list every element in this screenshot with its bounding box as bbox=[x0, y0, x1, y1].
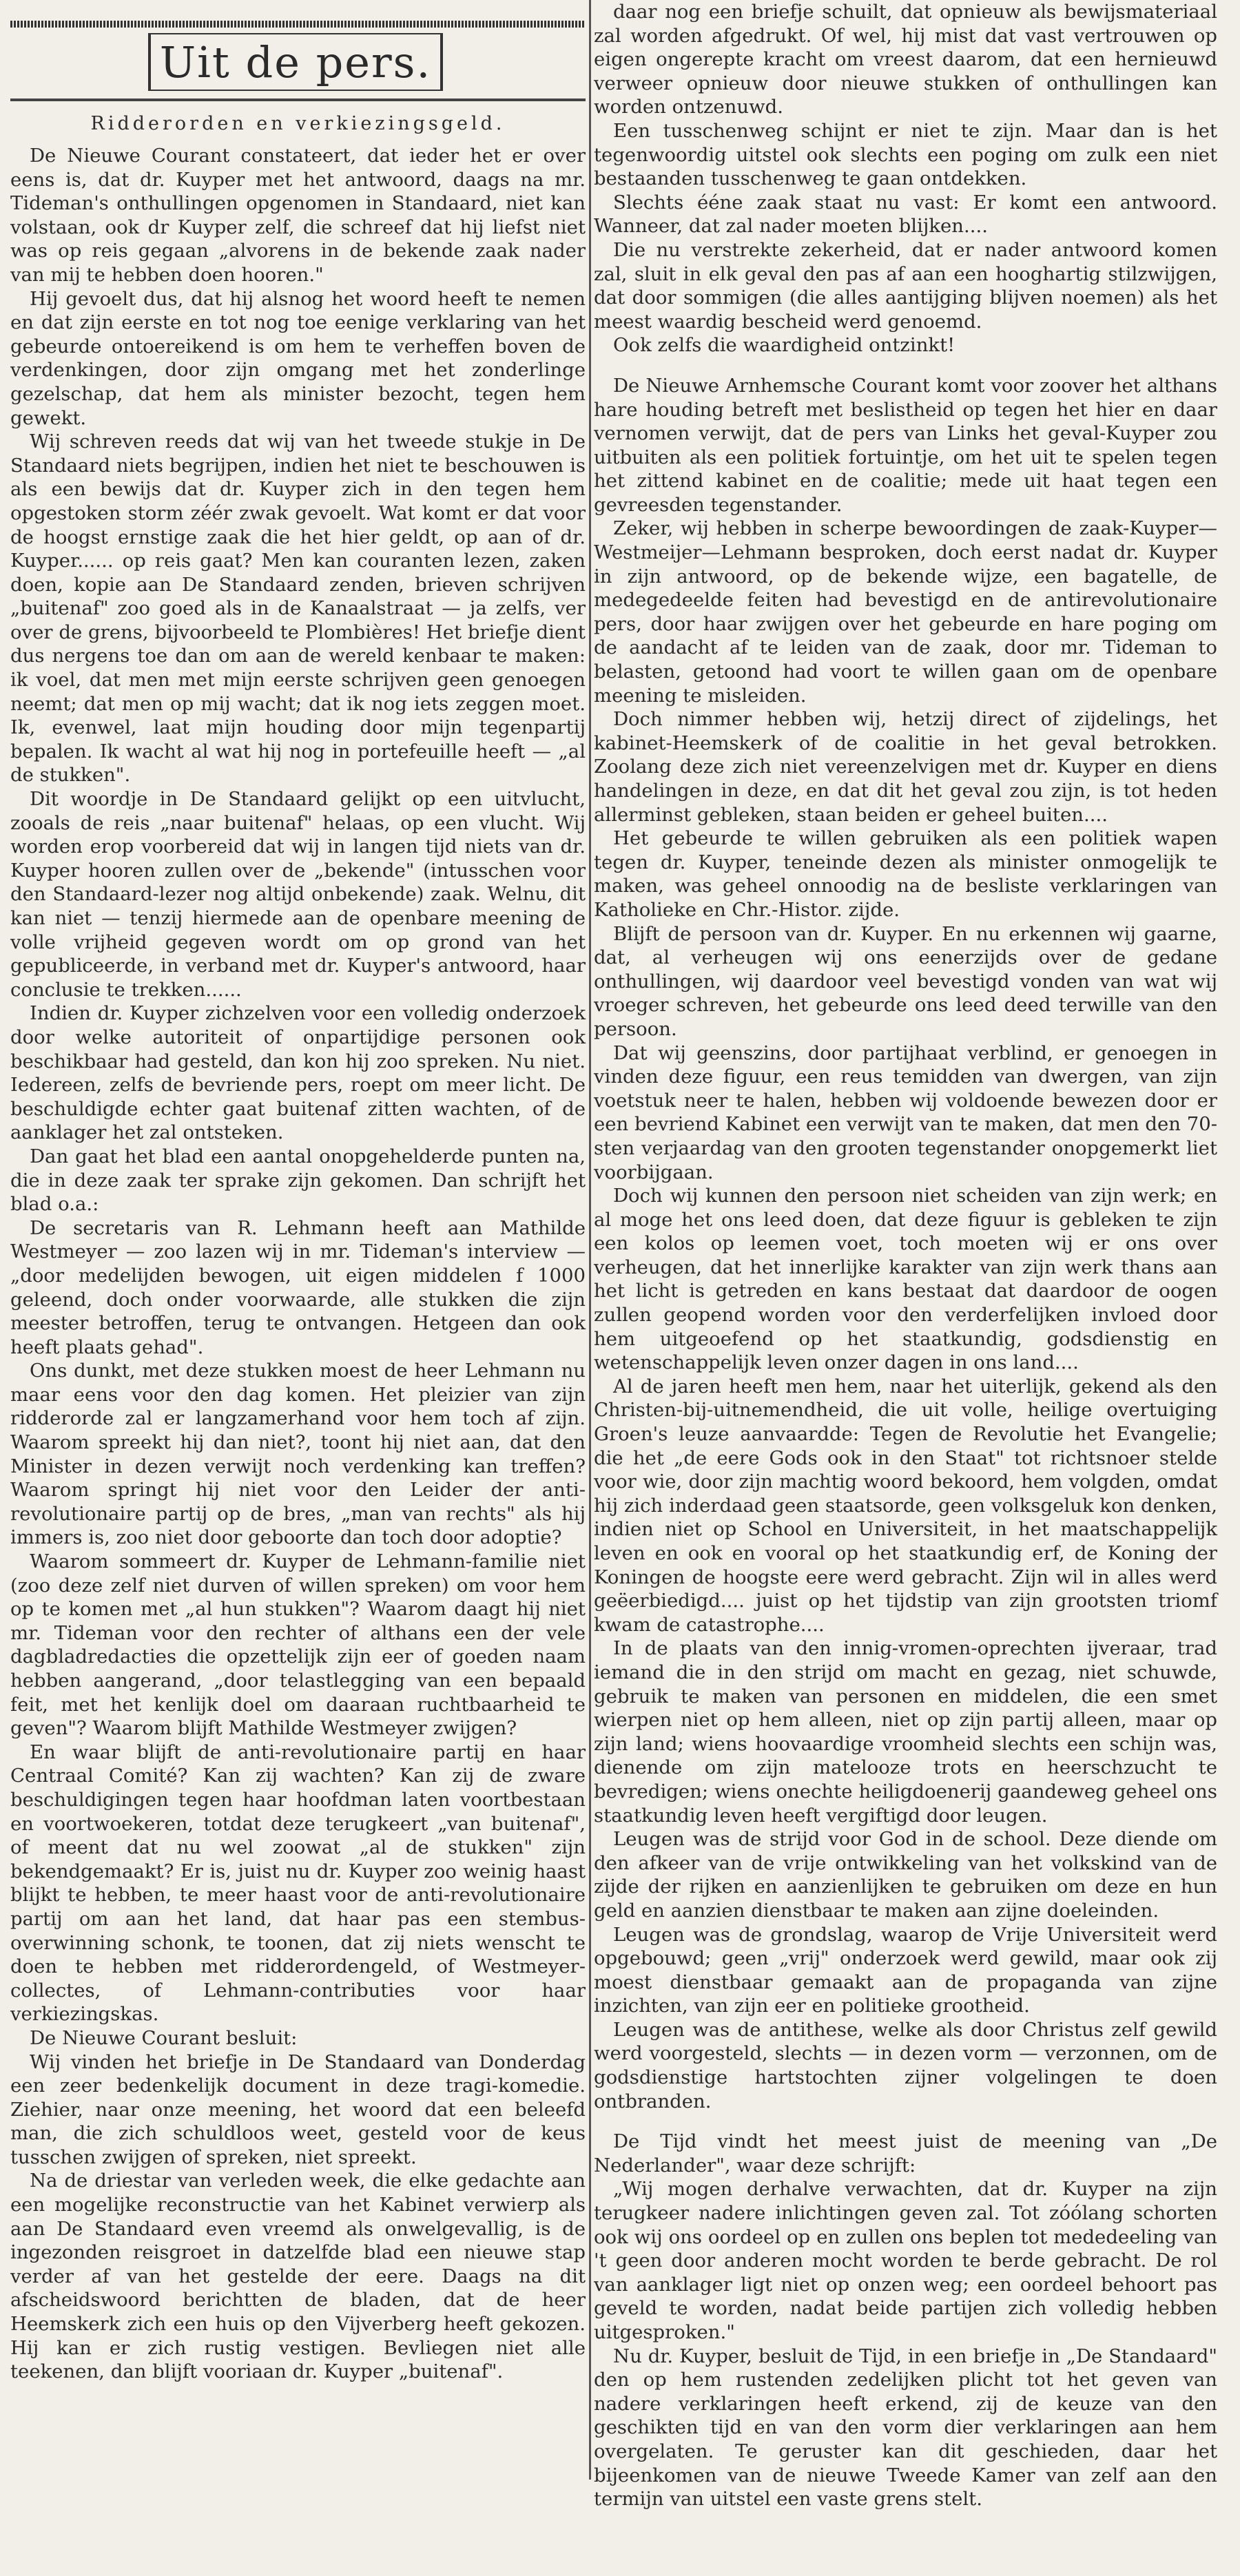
paragraph: Blijft de persoon van dr. Kuyper. En nu erkennen wij gaarne, dat, al verheugen wij ons eenerzijds over de gedane onthullingen, wij daardoor veel bevestigd vonden van wat wij vroeger schreven, het gebeurde ons leed deed terwille van den persoon. bbox=[594, 922, 1217, 1040]
paragraph: Die nu verstrekte zekerheid, dat er nader antwoord komen zal, sluit in elk geval den pas af aan een hooghartig stilzwijgen, dat door sommigen (die alles aantijging blijven noemen) als het meest waardig bescheid werd genoemd. bbox=[594, 238, 1217, 333]
paragraph: Nu dr. Kuyper, besluit de Tijd, in een briefje in „De Standaard" den op hem rustenden zedelijken plicht tot het geven van nadere verklaringen heeft erkend, zij de keuze van den geschikten tijd en van den vorm dier verklaringen aan hem overgelaten. Te geruster kan dit geschieden, daar het bijeenkomen van de nieuwe Tweede Kamer van zelf aan den termijn van uitstel een vaste grens stelt. bbox=[594, 2345, 1217, 2511]
paragraph: De secretaris van R. Lehmann heeft aan Mathilde Westmeyer — zoo lazen wij in mr. Tideman's interview — „door medelijden bewogen, uit eigen middelen f 1000 geleend, doch onder voorwaarde, alle stukken die zijn meester betroffen, terug te ontvangen. Hetgeen dan ook heeft plaats gehad". bbox=[10, 1216, 586, 1358]
right-paragraphs-b bbox=[594, 374, 1217, 2113]
paragraph: Na de driestar van verleden week, die elke gedachte aan een mogelijke reconstructie van het Kabinet verwierp als aan De Standaard even vreemd als onwelgevallig, is de ingezonden reisgroet in datzelfde blad een nieuwe stap verder af van het gestelde der eere. Daags na dit afscheidswoord berichtten de bladen, dat de heer Heemskerk zich een huis op den Vijverberg heeft gekozen. Hij kan er zich rustig vestigen. Bevliegen niet alle teekenen, dan blijft vooriaan dr. Kuyper „buitenaf". bbox=[10, 2170, 586, 2383]
paragraph: Ook zelfs die waardigheid ontzinkt! bbox=[613, 334, 955, 357]
paragraph: De Nieuwe Courant besluit: bbox=[30, 2026, 298, 2049]
paragraph: Al de jaren heeft men hem, naar het uiterlijk, gekend als den Christen-bij-uitnemendheid, die uit volle, heilige overtuiging Groen's leuze aanvaardde: Tegen de Revolutie het Evangelie; die het „de eere Gods ook in den Staat" tot richtsnoer stelde voor wie, door zijn machtig woord bekoord, hem volgden, omdat hij zich inderdaad geen staatsorde, geen volksgeluk kon denken, indien niet op School en Universiteit, in het maatschappelijk leven en ook en vooral op het staatkundig erf, de Koning der Koningen de hoogste eere werd gebracht. Zijn wil in alles werd geëerbiedigd.... juist op het tijdstip van zijn grootsten triomf kwam de catastrophe.... bbox=[594, 1375, 1217, 1636]
column-title: Uit de pers. bbox=[159, 37, 432, 87]
right-paragraphs-a bbox=[594, 0, 1217, 357]
column-divider bbox=[589, 0, 591, 2480]
paragraph: Doch nimmer hebben wij, hetzij direct of zijdelings, het kabinet-Heemskerk of de coalitie in het geval betrokken. Zoolang deze zich niet vereenzelvigen met dr. Kuyper en diens handelingen in deze, en dat dit het geval zou zijn, is tot heden allerminst gebleken, staan beiden er geheel buiten.... bbox=[594, 708, 1217, 826]
section-break bbox=[594, 357, 1217, 374]
paragraph: Dit woordje in De Standaard gelijkt op een uitvlucht, zooals de reis „naar buitenaf" helaas, op een vlucht. Wij worden erop voorbereid dat wij in langen tijd niets van dr. Kuyper hooren zullen over de „bekende" (intusschen voor den Standaard-lezer nog altijd onbekende) zaak. Welnu, dit kan niet — tenzij hiermede aan de openbare meening de volle vrijheid gegeven wordt om op grond van het gepubliceerde, in verband met dr. Kuyper's antwoord, haar conclusie te trekken...... bbox=[10, 788, 586, 1001]
paragraph: Een tusschenweg schijnt er niet te zijn. Maar dan is het tegenwoordig uitstel ook slechts een poging om zulk een niet bestaanden tusschenweg te gaan ontdekken. bbox=[594, 119, 1217, 190]
left-column bbox=[10, 110, 586, 2452]
paragraph: De Nieuwe Arnhemsche Courant komt voor zoover het althans hare houding betreft met beslistheid op tegen het hier en daar vernomen verwijt, dat de pers van Links het geval-Kuyper zou uitbuiten als een politiek fortuintje, om het uit te spelen tegen het zittend kabinet en de coalitie; mede uit haat tegen een gevreesden tegenstander. bbox=[594, 374, 1217, 516]
title-underline bbox=[10, 98, 586, 101]
section-subheading: Ridderorden en verkiezingsgeld. bbox=[90, 113, 506, 134]
paragraph: Leugen was de antithese, welke als door Christus zelf gewild werd voorgesteld, slechts — in dezen vorm — verzonnen, om de godsdienstige hartstochten zijner volgelingen te doen ontbranden. bbox=[594, 2018, 1217, 2112]
paragraph: daar nog een briefje schuilt, dat opnieuw als bewijsmateriaal zal worden afgedrukt. Of wel, hij mist dat vast vertrouwen op eigen ongerepte kracht om vreest daarom, dat een hernieuwd verweer opnieuw door nieuwe stukken of onthullingen kan worden ontzenuwd. bbox=[594, 1, 1217, 118]
paragraph: Slechts ééne zaak staat nu vast: Er komt een antwoord. Wanneer, dat zal nader moeten blijken.... bbox=[594, 191, 1217, 238]
paragraph: Leugen was de grondslag, waarop de Vrije Universiteit werd opgebouwd; geen „vrij" onderzoek werd gewild, maar ook zij moest dienstbaar gemaakt aan de propaganda van zijne inzichten, van zijn eer en politieke grootheid. bbox=[594, 1923, 1217, 2017]
section-break bbox=[594, 2113, 1217, 2130]
paragraph: Hij gevoelt dus, dat hij alsnog het woord heeft te nemen en dat zijn eerste en tot nog toe eenige verklaring van het gebeurde ontoereikend is om hem te verheffen boven de verdenkingen, door zijn omgang met het zonderlinge gezelschap, dat hem als minister bezocht, tegen hem gewekt. bbox=[10, 287, 586, 429]
paragraph: „Wij mogen derhalve verwachten, dat dr. Kuyper na zijn terugkeer nadere inlichtingen geven zal. Tot zóólang schorten ook wij ons oordeel op en zullen ons beplen tot mededeeling van 't geen door anderen mocht worden te berde gebracht. De rol van aanklager ligt niet op onzen weg; een oordeel behoort pas geveld te worden, nadat beide partijen zich volledig hebben uitgesproken." bbox=[594, 2178, 1217, 2343]
paragraph: In de plaats van den innig-vromen-oprechten ijveraar, trad iemand die in den strijd om macht en gezag, niet schuwde, gebruik te maken van personen en middelen, die een smet wierpen niet op hem alleen, niet op zijn partij alleen, maar op zijn land; wiens hoovaardige vroomheid slechts een schijn was, dienende om zijn matelooze trots en heerschzucht te bevredigen; wiens onechte heiligdoenerij gaandeweg geheel ons staatkundig leven heeft vergiftigd door leugen. bbox=[594, 1637, 1217, 1827]
paragraph: Dat wij geenszins, door partijhaat verblind, er genoegen in vinden deze figuur, een reus temidden van dwergen, van zijn voetstuk neer te halen, hebben wij voldoende bewezen door er een bevriend Kabinet een verwijt van te maken, dat men den 70-sten verjaardag van den grooten tegenstander onopgemerkt liet voorbijgaan. bbox=[594, 1041, 1217, 1183]
paragraph: En waar blijft de anti-revolutionaire partij en haar Centraal Comité? Kan zij wachten? Kan zij de zware beschuldigingen tegen haar hoofdman laten voortbestaan en voortwoekeren, totdat deze terugkeert „van buitenaf", of meent dat nu wel zoowat „al de stukken" zijn bekendgemaakt? Er is, juist nu dr. Kuyper zoo weinig haast blijkt te hebben, te meer haast voor de anti-revolutionaire partij om aan het land, dat haar pas een stembus-overwinning schonk, te toonen, dat zij niets wenscht te doen te hebben met ridderordengeld, of Westmeyer-collectes, of Lehmann-contributies voor haar verkiezingskas. bbox=[10, 1741, 586, 2026]
paragraph: Dan gaat het blad een aantal onopgehelderde punten na, die in deze zaak ter sprake zijn gekomen. Dan schrijft het blad o.a.: bbox=[10, 1145, 586, 1216]
right-paragraphs-c bbox=[594, 2130, 1217, 2511]
paragraph: De Tijd vindt het meest juist de meening van „De Nederlander", waar deze schrijft: bbox=[594, 2130, 1217, 2177]
right-column bbox=[594, 0, 1217, 2511]
paragraph: Indien dr. Kuyper zichzelven voor een volledig onderzoek door welke autoriteit of onpartijdige personen ook beschikbaar had gesteld, dan kon hij zoo spreken. Nu niet. Iedereen, zelfs de bevriende pers, roept om meer licht. De beschuldigde echter gaat buitenaf zitten wachten, of de aanklager het zal ontsteken. bbox=[10, 1002, 586, 1144]
paragraph: Wij schreven reeds dat wij van het tweede stukje in De Standaard niets begrijpen, indien het niet te beschouwen is als een bewijs dat dr. Kuyper zich in den tegen hem opgestoken storm zéér zwak gevoelt. Wat komt er dat voor de hoogst ernstige zaak die het hier geldt, op aan of dr. Kuyper...... op reis gaat? Men kan couranten lezen, zaken doen, kopie aan De Standaard zenden, brieven schrijven „buitenaf" zoo goed als in de Kanaalstraat — ja zelfs, ver over de grens, bijvoorbeeld te Plombières! Het briefje dient dus nergens toe dan om aan de wereld kenbaar te maken: ik voel, dat men met mijn eerste schrijven geen genoegen neemt; dat men op mij wacht; dat ik nog iets zeggen moet. Ik, evenwel, laat mijn houding door mijn tegenpartij bepalen. Ik wacht al wat hij nog in portefeuille heeft — „al de stukken". bbox=[10, 430, 586, 787]
paragraph: Ons dunkt, met deze stukken moest de heer Lehmann nu maar eens voor den dag komen. Het pleizier van zijn ridderorde zal er langzamerhand voor hem toch af zijn. Waarom spreekt hij dan niet?, toont hij niet aan, dat den Minister in dezen verwijt noch verdenking kan treffen? Waarom springt hij niet voor den Leider der anti-revolutionaire partij op de bres, „man van rechts" als hij immers is, zoo niet door geboorte dan toch door adoptie? bbox=[10, 1360, 586, 1549]
paragraph: De Nieuwe Courant constateert, dat ieder het er over eens is, dat dr. Kuyper met het antwoord, daags na mr. Tideman's onthullingen opgenomen in Standaard, niet kan volstaan, ook dr Kuyper zelf, die schreef dat hij liefst niet was op reis gegaan „alvorens in de bekende zaak nader van mij te hebben doen hooren." bbox=[10, 145, 586, 286]
title-box bbox=[148, 33, 443, 91]
paragraph: Doch wij kunnen den persoon niet scheiden van zijn werk; en al moge het ons leed doen, dat deze figuur is gebleken te zijn een kolos op leemen voet, toch moeten wij er ons over verheugen, dat het innerlijke karakter van zijn werk thans aan het licht is getreden en kans bestaat dat daardoor de oogen zullen geopend worden voor den verderfelijken invloed door hem uitgeoefend op het staatkundig, godsdienstig en wetenschappelijk leven onzer dagen in ons land.... bbox=[594, 1185, 1217, 1374]
paragraph: Waarom sommeert dr. Kuyper de Lehmann-familie niet (zoo deze zelf niet durven of willen spreken) om voor hem op te komen met „al hun stukken"? Waarom daagt hij niet mr. Tideman voor den rechter of althans een der vele dagbladredacties die opzettelijk zijn eer of goeden naam hebben aangerand, „door telastlegging van een bepaald feit, met het kenlijk doel om daaraan ruchtbaarheid te geven"? Waarom blijft Mathilde Westmeyer zwijgen? bbox=[10, 1550, 586, 1740]
top-rule bbox=[10, 21, 586, 28]
left-paragraphs bbox=[10, 144, 586, 2384]
paragraph: Leugen was de strijd voor God in de school. Deze diende om den afkeer van de vrije ontwikkeling van het volkskind van de zijde der rijken en aanzienlijken te gebruiken om deze en hun geld en aanzien dienstbaar te maken aan zijne doeleinden. bbox=[594, 1828, 1217, 1922]
paragraph: Zeker, wij hebben in scherpe bewoordingen de zaak-Kuyper—Westmeijer—Lehmann besproken, doch eerst nadat dr. Kuyper in zijn antwoord, op de bekende wijze, een bagatelle, de medegedeelde feiten had bevestigd en de antirevolutionaire pers, door haar zwijgen over het gebeurde en hare poging om de aandacht af te leiden van de zaak, door mr. Tideman to belasten, getoond had voort te willen gaan om de openbare meening te misleiden. bbox=[594, 517, 1217, 707]
paragraph: Het gebeurde te willen gebruiken als een politiek wapen tegen dr. Kuyper, teneinde dezen als minister onmogelijk te maken, was geheel onnoodig na de besliste verklaringen van Katholieke en Chr.-Histor. zijde. bbox=[594, 827, 1217, 921]
paragraph: Wij vinden het briefje in De Standaard van Donderdag een zeer bedenkelijk document in deze tragi-komedie. Ziehier, naar onze meening, het woord dat een beleefd man, die zich schuldloos weet, gesteld voor de keus tusschen zwijgen of spreken, niet spreekt. bbox=[10, 2050, 586, 2168]
